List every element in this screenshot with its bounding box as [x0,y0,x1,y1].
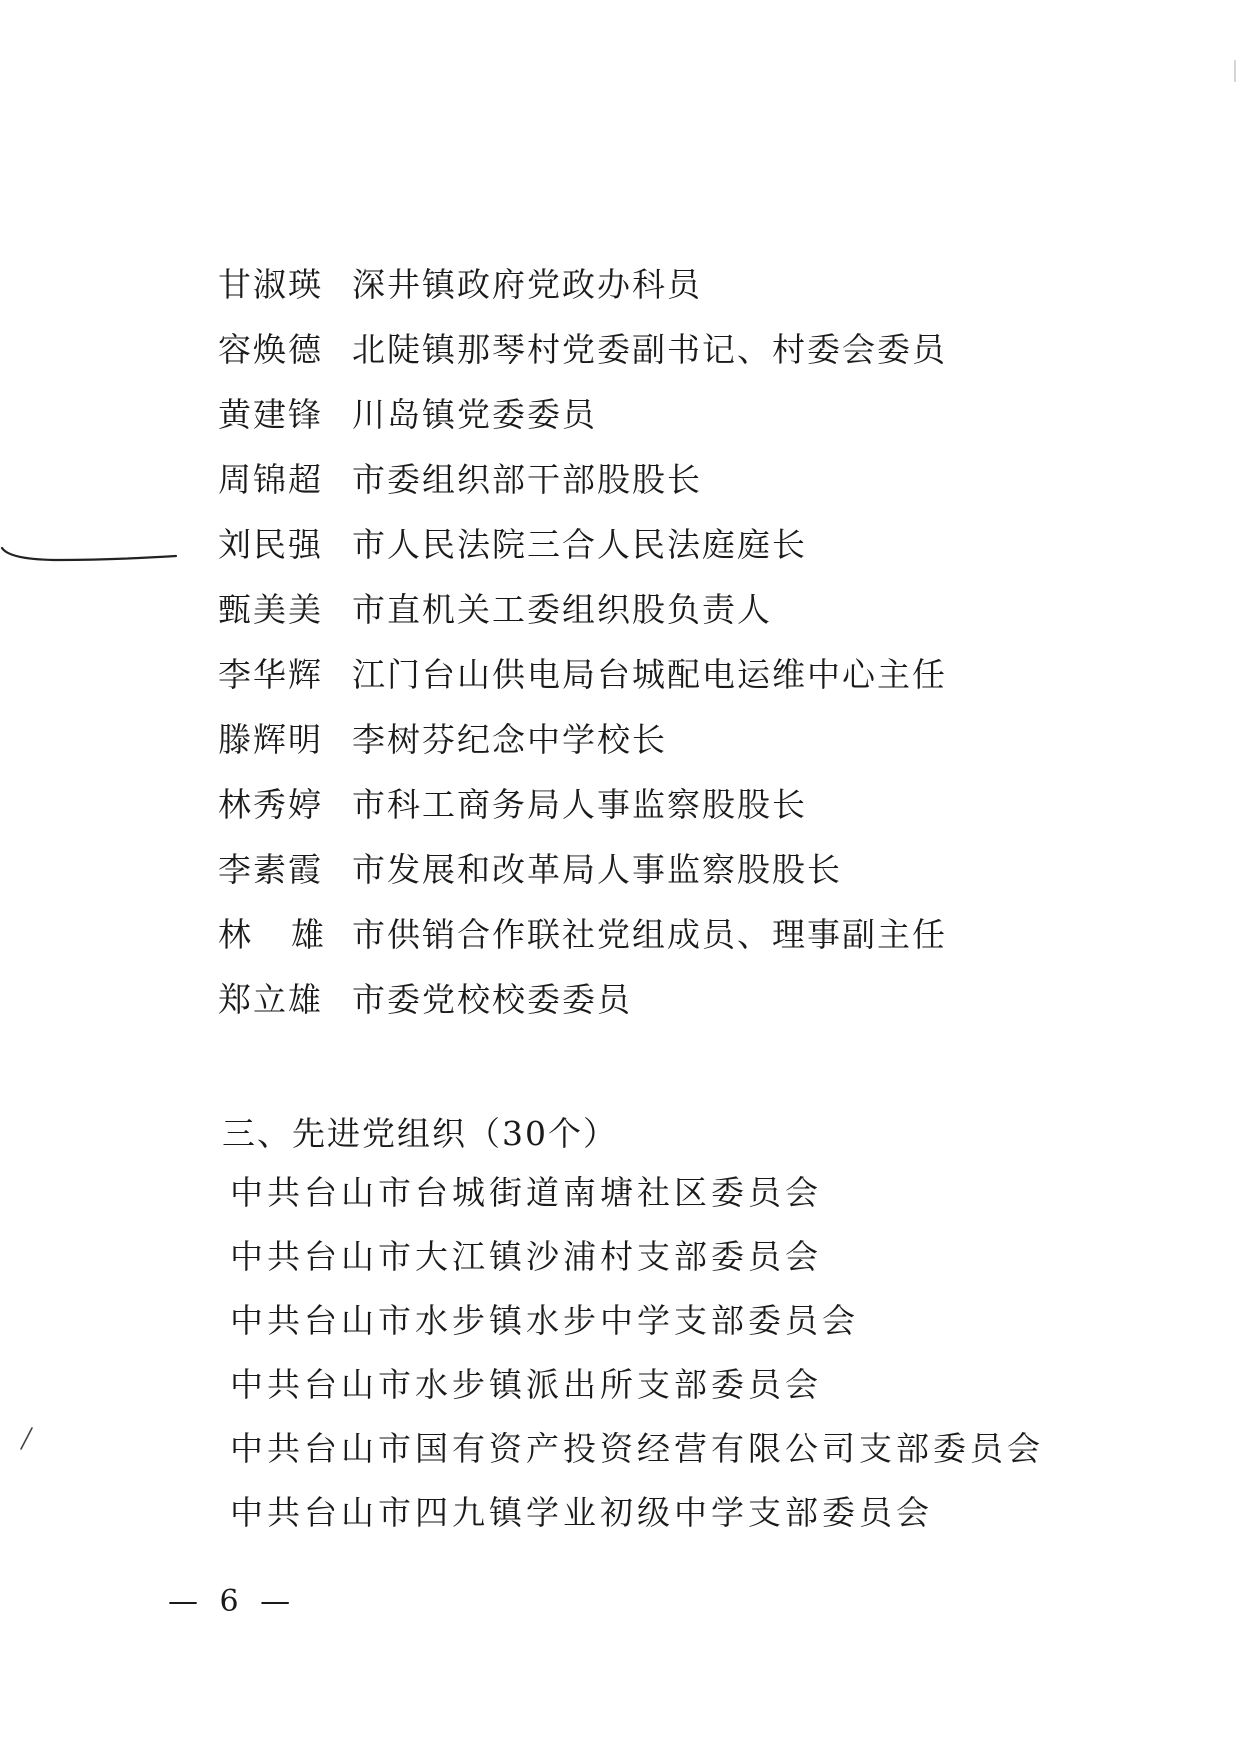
person-row [218,510,1118,575]
person-row [218,640,1118,705]
person-title: 市人民法院三合人民法庭庭长 [352,525,807,564]
person-row [218,835,1118,900]
page-number: — 6 — [168,1584,297,1619]
person-title: 市委党校校委委员 [352,980,632,1019]
person-title: 市发展和改革局人事监察股股长 [352,850,842,889]
person-title: 市委组织部干部股股长 [352,460,702,499]
person-title: 北陡镇那琴村党委副书记、村委会委员 [352,330,947,369]
person-row [218,445,1118,510]
person-row [218,705,1118,770]
organization-item: 中共台山市水步镇派出所支部委员会 [230,1364,822,1404]
person-name: 林雄 [218,915,364,954]
person-title: 市科工商务局人事监察股股长 [352,785,807,824]
person-row [218,250,1118,315]
person-row [218,315,1118,380]
person-name: 甘淑瑛 [218,265,323,304]
organization-list [230,1158,1130,1542]
person-row [218,900,1118,965]
person-title: 李树芬纪念中学校长 [352,720,667,759]
person-title: 市直机关工委组织股负责人 [352,590,772,629]
organization-item: 中共台山市台城街道南塘社区委员会 [230,1172,822,1212]
person-name: 李华辉 [218,655,323,694]
person-row [218,575,1118,640]
handwritten-underline-mark [0,530,180,570]
person-name: 李素霞 [218,850,323,889]
organization-item: 中共台山市大江镇沙浦村支部委员会 [230,1236,822,1276]
person-name: 容焕德 [218,330,323,369]
person-row [218,770,1118,835]
person-name: 周锦超 [218,460,323,499]
organization-item: 中共台山市四九镇学业初级中学支部委员会 [230,1492,933,1532]
person-name: 甄美美 [218,590,323,629]
person-title: 深井镇政府党政办科员 [352,265,702,304]
person-name: 郑立雄 [218,980,323,1019]
organization-item: 中共台山市国有资产投资经营有限公司支部委员会 [230,1428,1044,1468]
person-name: 林秀婷 [218,785,323,824]
person-row [218,965,1118,1030]
person-name: 滕辉明 [218,720,323,759]
person-title: 江门台山供电局台城配电运维中心主任 [352,655,947,694]
section-heading: 三、先进党组织（30个） [222,1114,618,1153]
person-title: 川岛镇党委委员 [352,395,597,434]
stray-pen-mark [18,1424,36,1452]
person-row [218,380,1118,445]
person-name: 黄建锋 [218,395,323,434]
organization-item: 中共台山市水步镇水步中学支部委员会 [230,1300,859,1340]
scan-edge-mark [1234,60,1236,82]
person-name: 刘民强 [218,525,323,564]
person-title: 市供销合作联社党组成员、理事副主任 [352,915,947,954]
person-list [218,250,1118,1030]
